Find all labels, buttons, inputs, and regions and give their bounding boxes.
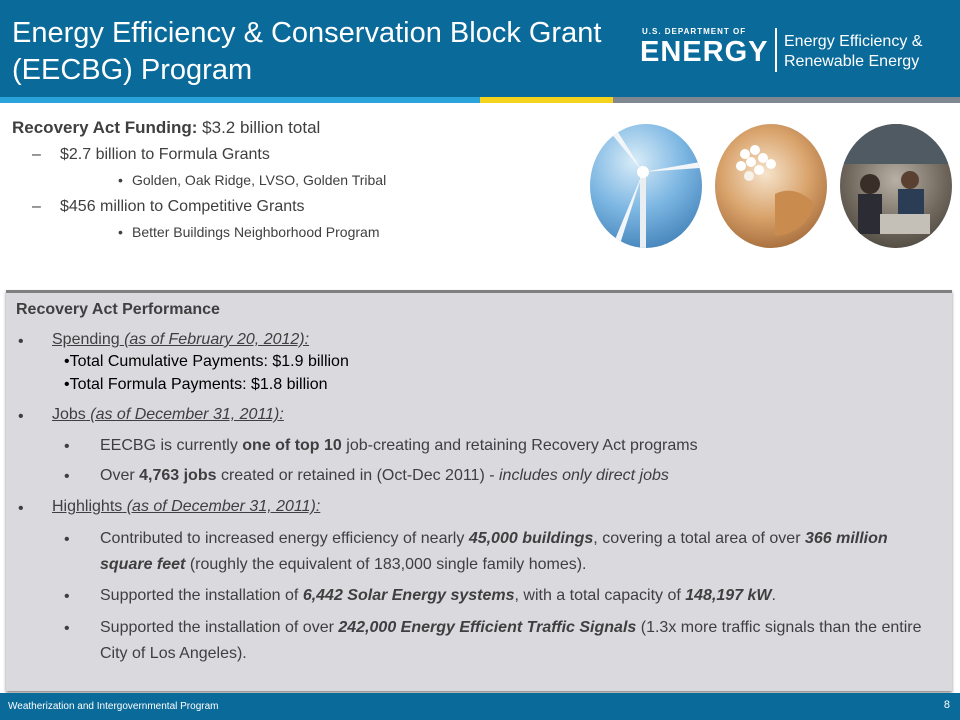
emphasis: 4,763 jobs [139, 467, 217, 484]
dash-bullet: – [32, 198, 41, 215]
stripe-gray [613, 97, 960, 103]
meeting-photo [840, 124, 952, 248]
header-bar [0, 0, 960, 97]
emphasis: 45,000 buildings [468, 530, 594, 547]
formula-grants-item [32, 146, 572, 164]
bullet: • [18, 408, 24, 425]
text: Supported the installation of over [100, 619, 339, 636]
funding-total [12, 118, 572, 138]
highlight-traffic [100, 615, 930, 667]
performance-panel [6, 290, 952, 691]
text: Supported the installation of [100, 587, 303, 604]
bullet: • [64, 438, 70, 455]
italic-note: includes only direct jobs [499, 467, 669, 484]
jobs-item-1 [100, 433, 930, 459]
text: Contributed to increased energy efficiency of nearly [100, 530, 469, 547]
eere-line-1: Energy Efficiency & [784, 33, 923, 50]
funding-label: Recovery Act Funding: [12, 118, 198, 137]
spending-date: (as of February 20, 2012): [119, 331, 310, 348]
text: (1.3x more traffic signals than the entire City of Los Angeles). [100, 619, 922, 662]
footer-bar [0, 693, 960, 720]
spending-label: Spending [52, 331, 120, 348]
highlights-date: (as of December 31, 2011): [122, 498, 321, 515]
competitive-grants-sub [118, 224, 572, 240]
formula-grants-sub-text: Golden, Oak Ridge, LVSO, Golden Tribal [132, 172, 387, 188]
highlights-heading [52, 498, 320, 516]
spending-formula: •Total Formula Payments: $1.8 billion [64, 376, 328, 393]
spending-cumulative: •Total Cumulative Payments: $1.9 billion [64, 353, 349, 370]
text: job-creating and retaining Recovery Act programs [341, 437, 698, 454]
dot-bullet: • [118, 224, 123, 240]
stripe-yellow [480, 97, 613, 103]
funding-value: $3.2 billion total [197, 118, 321, 137]
page-number: 8 [943, 699, 950, 711]
jobs-item-2 [100, 463, 930, 489]
footer-program-name: Weatherization and Intergovernmental Program [8, 701, 219, 712]
funding-section [12, 118, 572, 250]
text: . [771, 587, 776, 604]
doe-logo-energy: ENERGY [640, 36, 769, 68]
emphasis: 366 million square feet [100, 530, 888, 573]
jobs-date: (as of December 31, 2011): [85, 406, 284, 423]
bullet: • [64, 588, 70, 605]
text: , with a total capacity of [514, 587, 686, 604]
competitive-grants-sub-text: Better Buildings Neighborhood Program [132, 224, 380, 240]
text: (roughly the equivalent of 183,000 single family homes). [185, 556, 587, 573]
highlight-buildings [100, 526, 930, 578]
eere-line-2: Renewable Energy [784, 53, 920, 70]
text: created or retained in (Oct-Dec 2011) - [216, 467, 499, 484]
dash-bullet: – [32, 146, 41, 163]
wind-turbine-photo [590, 124, 702, 248]
performance-title: Recovery Act Performance [16, 301, 220, 318]
page-title: Energy Efficiency & Conservation Block Grant (EECBG) Program [12, 17, 602, 86]
formula-grants-sub [118, 172, 572, 188]
jobs-label: Jobs [52, 406, 86, 423]
emphasis: 6,442 Solar Energy systems [302, 587, 515, 604]
bullet: • [64, 620, 70, 637]
insulation-photo [715, 124, 827, 248]
highlights-label: Highlights [52, 498, 123, 515]
competitive-grants-text: $456 million to Competitive Grants [60, 198, 305, 215]
jobs-heading [52, 406, 284, 424]
bullet: • [64, 468, 70, 485]
text: EECBG is currently [100, 437, 243, 454]
spending-heading [52, 331, 309, 349]
doe-logo-small-text: U.S. DEPARTMENT OF [642, 27, 747, 36]
emphasis: 148,197 kW [685, 587, 772, 604]
stripe-blue [0, 97, 480, 103]
text: Over [100, 467, 140, 484]
bullet: • [18, 333, 24, 350]
dot-bullet: • [118, 172, 123, 188]
text: , covering a total area of over [593, 530, 805, 547]
emphasis: one of top 10 [242, 437, 342, 454]
highlight-solar [100, 583, 930, 609]
emphasis: 242,000 Energy Efficient Traffic Signals [338, 619, 637, 636]
bullet: • [64, 531, 70, 548]
bullet: • [18, 500, 24, 517]
logo-divider [775, 28, 777, 72]
competitive-grants-item [32, 198, 572, 216]
formula-grants-text: $2.7 billion to Formula Grants [60, 146, 270, 163]
eere-logo-text [784, 32, 922, 72]
